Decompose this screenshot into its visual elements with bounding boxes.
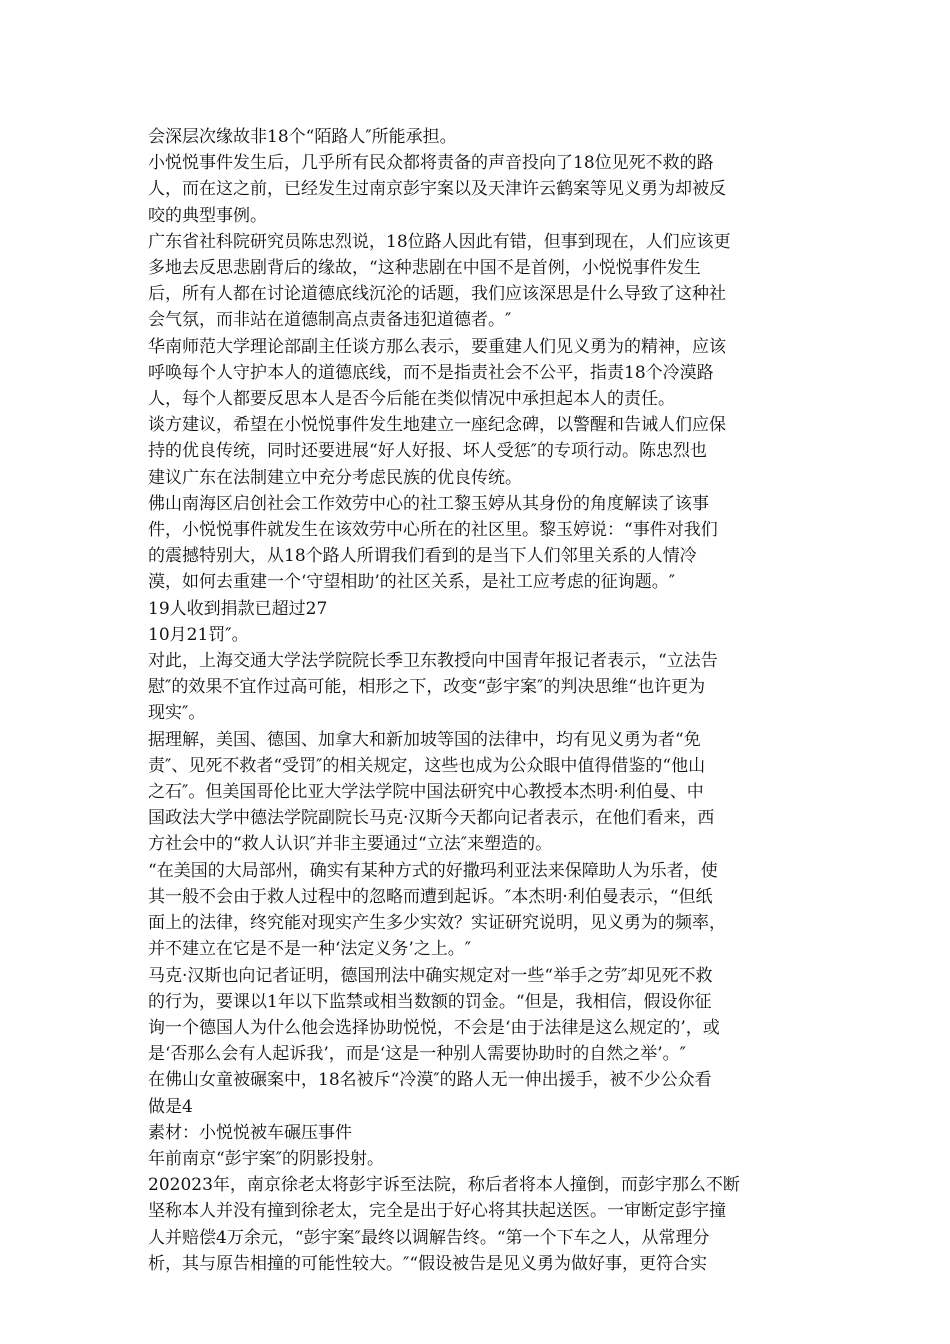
paragraph-12: 马克·汉斯也向记者证明，德国刑法中确实规定对一些“举手之劳″却见死不救 的行为，要课以1年以下监禁或相当数额的罚金。“但是，我相信，假设你征 询一个德国人为什么他会选择协助悦悦，不会是‘由于法律是这么规定的’，或 是‘否那么会有人起诉我’，而是‘这是一种别人需要协助时的自然之举’。″ [148,965,720,1065]
paragraph-3: 广东省社科院研究员陈忠烈说，18位路人因此有错，但事到现在，人们应该更 多地去反思悲剧背后的缘故，“这种悲剧在中国不是首例，小悦悦事件发生 后，所有人都在讨论道德底线沉沦的话题，我们应该深思是什么导致了这种社 会气氛，而非站在道德制高点责备违犯道德者。″ [148,231,731,331]
paragraph-7: 19人收到捐款已超过27 [148,598,328,619]
paragraph-9: 对此，上海交通大学法学院院长季卫东教授向中国青年报记者表示，“立法告 慰″的效果不宜作过高可能，相形之下，改变“彭宇案″的判决思维“也许更为 现实″。 [148,651,718,724]
paragraph-10: 据理解，美国、德国、加拿大和新加坡等国的法律中，均有见义勇为者“免 责″、见死不救者“受罚″的相关规定，这些也成为公众眼中值得借鉴的“他山 之石″。但美国哥伦比亚大学法学院中国法研究中心教授本杰明·利伯曼、中 国政法大学中德法学院副院长马克·汉斯今天都向记者表示，在他们看来，西 方社会中的“救人认识″并非主要通过“立法″来塑造的。 [148,729,715,855]
document-page [148,124,804,1277]
paragraph-11: “在美国的大局部州，确实有某种方式的好撒玛利亚法来保障助人为乐者，使 其一般不会由于救人过程中的忽略而遭到起诉。″本杰明·利伯曼表示，“但纸 面上的法律，终究能对现实产生多少实效？实证研究说明，见义勇为的频率， 并不建立在它是不是一种‘法定义务’之上。″ [148,860,726,960]
paragraph-13: 在佛山女童被碾案中，18名被斥“冷漠″的路人无一伸出援手，被不少公众看 做是4 [148,1070,712,1117]
paragraph-15: 年前南京“彭宇案″的阴影投射。 [148,1148,385,1169]
paragraph-4: 华南师范大学理论部副主任谈方那么表示，要重建人们见义勇为的精神，应该 呼唤每个人守护本人的道德底线，而不是指责社会不公平，指责18个冷漠路 人，每个人都要反思本人是否今后能在类似情况中承担起本人的责任。 [148,336,726,410]
paragraph-14: 素材：小悦悦被车碾压事件 [148,1122,352,1143]
paragraph-8: 10月21罚″。 [148,624,249,645]
paragraph-16: 202023年，南京徐老太将彭宇诉至法院，称后者将本人撞倒，而彭宇那么不断 坚称本人并没有撞到徐老太，完全是出于好心将其扶起送医。一审断定彭宇撞 人并赔偿4万余元，“彭宇案″最终以调解告终。“第一个下车之人，从常理分 析，其与原告相撞的可能性较大。″“假设被告是见义勇为做好事，更符合实 [148,1175,740,1274]
paragraph-6: 佛山南海区启创社会工作效劳中心的社工黎玉婷从其身份的角度解读了该事 件，小悦悦事件就发生在该效劳中心所在的社区里。黎玉婷说：“事件对我们 的震撼特别大，从18个路人所谓我们看到的是当下人们邻里关系的人情冷 漠，如何去重建一个‘守望相助’的社区关系，是社工应考虑的征询题。″ [148,493,718,593]
paragraph-1: 会深层次缘故非18个“陌路人″所能承担。 [148,127,457,147]
paragraph-2: 小悦悦事件发生后，几乎所有民众都将责备的声音投向了18位见死不救的路 人，而在这之前，已经发生过南京彭宇案以及天津许云鹤案等见义勇为却被反 咬的典型事例。 [148,153,726,226]
paragraph-5: 谈方建议，希望在小悦悦事件发生地建立一座纪念碑，以警醒和告诫人们应保 持的优良传统，同时还要进展“好人好报、坏人受惩″的专项行动。陈忠烈也 建议广东在法制建立中充分考虑民族的优良传统。 [148,415,726,488]
